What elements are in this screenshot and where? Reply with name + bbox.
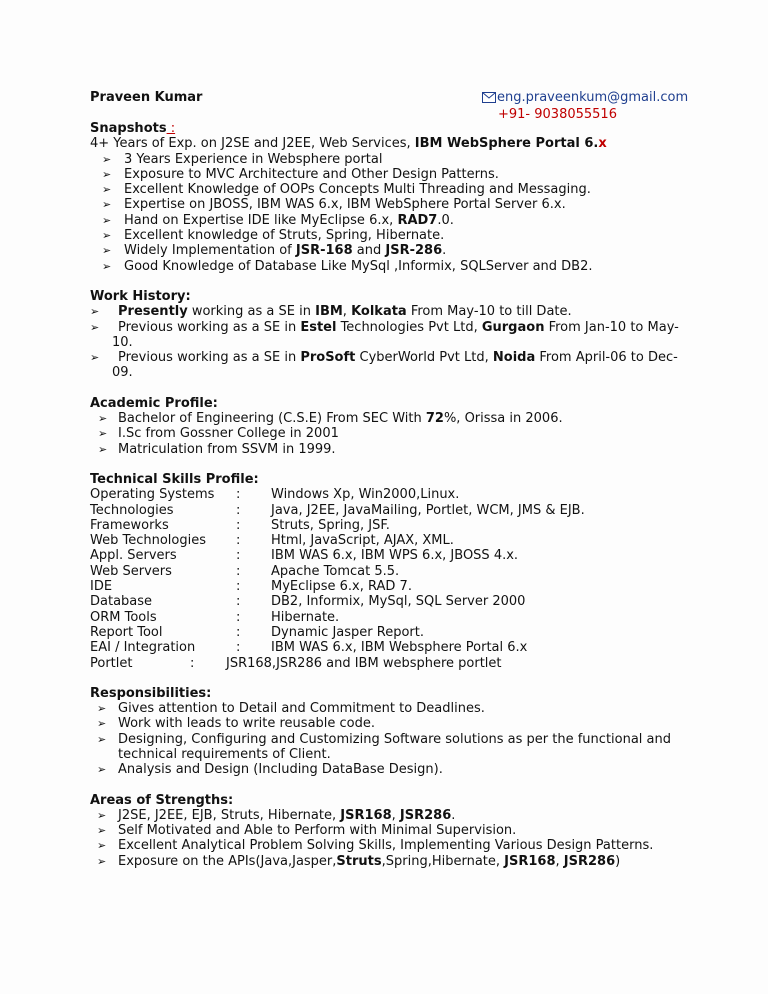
list-item: ➢ Matriculation from SSVM in 1999. bbox=[98, 441, 336, 457]
work-history-list bbox=[90, 304, 690, 380]
list-item: ➢ 3 Years Experience in Websphere portal bbox=[102, 151, 383, 167]
academic-section bbox=[90, 396, 690, 457]
arrow-bullet-icon: ➢ bbox=[97, 824, 107, 838]
list-item: ➢ Previous working as a SE in ProSoft CyberWorld Pvt Ltd, Noida From April-06 to Dec- 09. bbox=[90, 350, 678, 381]
skills-table bbox=[90, 487, 690, 671]
list-item: ➢ Exposure to MVC Architecture and Other Design Patterns. bbox=[102, 166, 499, 182]
skills-row: Technologies : Java, J2EE, JavaMailing, Portlet, WCM, JMS & EJB. bbox=[90, 502, 585, 518]
section-title-work-history: Work History: bbox=[90, 288, 191, 304]
list-item: ➢ Excellent Analytical Problem Solving Skills, Implementing Various Design Patterns. bbox=[97, 838, 654, 854]
list-item: ➢ Designing, Configuring and Customizing Software solutions as per the functional and technical requirements of Client. bbox=[97, 731, 672, 762]
work-history-section bbox=[90, 289, 690, 381]
arrow-bullet-icon: ➢ bbox=[90, 320, 100, 334]
arrow-bullet-icon: ➢ bbox=[102, 167, 112, 181]
arrow-bullet-icon: ➢ bbox=[98, 412, 108, 426]
list-item: ➢ Good Knowledge of Database Like MySql ,Informix, SQLServer and DB2. bbox=[102, 258, 593, 274]
skills-row: Web Technologies : Html, JavaScript, AJAX, XML. bbox=[90, 533, 454, 549]
section-title-academic: Academic Profile: bbox=[90, 395, 218, 411]
list-item: ➢ Excellent Knowledge of OOPs Concepts Multi Threading and Messaging. bbox=[102, 182, 591, 198]
candidate-name: Praveen Kumar bbox=[90, 90, 203, 105]
skills-row: EAI / Integration : IBM WAS 6.x, IBM Websphere Portal 6.x bbox=[90, 640, 528, 656]
list-item: ➢ Gives attention to Detail and Commitment to Deadlines. bbox=[97, 701, 485, 717]
skills-row: Frameworks : Struts, Spring, JSF. bbox=[90, 517, 390, 533]
skills-row: ORM Tools : Hibernate. bbox=[90, 609, 340, 625]
skills-row: Operating Systems : Windows Xp, Win2000,Linux. bbox=[90, 487, 460, 503]
skills-row: Report Tool : Dynamic Jasper Report. bbox=[90, 624, 424, 640]
list-item: ➢ Exposure on the APIs(Java,Jasper,Struts,Spring,Hibernate, JSR168, JSR286) bbox=[97, 853, 621, 869]
arrow-bullet-icon: ➢ bbox=[97, 763, 107, 777]
snapshots-list bbox=[90, 152, 690, 274]
arrow-bullet-icon: ➢ bbox=[97, 702, 107, 716]
skills-row: Appl. Servers : IBM WAS 6.x, IBM WPS 6.x, JBOSS 4.x. bbox=[90, 548, 519, 564]
skills-section bbox=[90, 472, 690, 671]
list-item: ➢ Previous working as a SE in Estel Technologies Pvt Ltd, Gurgaon From Jan-10 to May- 10. bbox=[90, 319, 679, 350]
resume-page bbox=[90, 90, 690, 869]
resume-header bbox=[90, 90, 690, 121]
list-item: ➢ Self Motivated and Able to Perform with Minimal Supervision. bbox=[97, 823, 517, 839]
phone-number: +91- 9038055516 bbox=[498, 107, 617, 123]
snapshots-section bbox=[90, 121, 690, 274]
academic-list bbox=[90, 411, 690, 457]
arrow-bullet-icon: ➢ bbox=[97, 808, 107, 822]
snapshots-intro: 4+ Years of Exp. on J2SE and J2EE, Web Services, IBM WebSphere Portal 6.x bbox=[90, 136, 607, 152]
arrow-bullet-icon: ➢ bbox=[97, 839, 107, 853]
skills-row-portlet: Portlet : JSR168,JSR286 and IBM websphere portlet bbox=[90, 655, 502, 671]
list-item: ➢ J2SE, J2EE, EJB, Struts, Hibernate, JSR168, JSR286. bbox=[97, 807, 456, 823]
strengths-list bbox=[90, 808, 690, 869]
list-item: ➢ Expertise on JBOSS, IBM WAS 6.x, IBM WebSphere Portal Server 6.x. bbox=[102, 197, 566, 213]
arrow-bullet-icon: ➢ bbox=[97, 717, 107, 731]
arrow-bullet-icon: ➢ bbox=[90, 305, 100, 319]
arrow-bullet-icon: ➢ bbox=[97, 854, 107, 868]
list-item: ➢ Widely Implementation of JSR-168 and JSR-286. bbox=[102, 243, 447, 259]
list-item: ➢ Bachelor of Engineering (C.S.E) From SEC With 72%, Orissa in 2006. bbox=[98, 411, 563, 427]
section-title-snapshots: Snapshots : bbox=[90, 121, 176, 136]
arrow-bullet-icon: ➢ bbox=[102, 213, 112, 227]
arrow-bullet-icon: ➢ bbox=[102, 229, 112, 243]
contact-block bbox=[482, 90, 688, 123]
list-item: ➢ Excellent knowledge of Struts, Spring, Hibernate. bbox=[102, 228, 445, 244]
list-item: ➢ Presently working as a SE in IBM, Kolkata From May-10 to till Date. bbox=[90, 304, 572, 320]
list-item: ➢ Hand on Expertise IDE like MyEclipse 6.x, RAD7.0. bbox=[102, 212, 454, 228]
section-title-skills: Technical Skills Profile: bbox=[90, 471, 259, 487]
list-item: ➢ I.Sc from Gossner College in 2001 bbox=[98, 426, 339, 442]
list-item: ➢ Work with leads to write reusable code. bbox=[97, 716, 376, 732]
skills-row: Web Servers : Apache Tomcat 5.5. bbox=[90, 563, 400, 579]
skills-row: Database : DB2, Informix, MySql, SQL Server 2000 bbox=[90, 594, 526, 610]
arrow-bullet-icon: ➢ bbox=[102, 244, 112, 258]
arrow-bullet-icon: ➢ bbox=[102, 183, 112, 197]
arrow-bullet-icon: ➢ bbox=[98, 442, 108, 456]
email-link[interactable]: eng.praveenkum@gmail.com bbox=[497, 90, 689, 105]
arrow-bullet-icon: ➢ bbox=[98, 427, 108, 441]
arrow-bullet-icon: ➢ bbox=[97, 732, 107, 746]
arrow-bullet-icon: ➢ bbox=[90, 351, 100, 365]
section-title-strengths: Areas of Strengths: bbox=[90, 792, 234, 808]
responsibilities-section bbox=[90, 686, 690, 778]
arrow-bullet-icon: ➢ bbox=[102, 152, 112, 166]
envelope-icon bbox=[482, 92, 496, 107]
arrow-bullet-icon: ➢ bbox=[102, 198, 112, 212]
skills-row: IDE : MyEclipse 6.x, RAD 7. bbox=[90, 579, 412, 595]
strengths-section bbox=[90, 793, 690, 869]
list-item: ➢ Analysis and Design (Including DataBase Design). bbox=[97, 762, 443, 778]
arrow-bullet-icon: ➢ bbox=[102, 259, 112, 273]
responsibilities-list bbox=[90, 701, 690, 777]
section-title-responsibilities: Responsibilities: bbox=[90, 685, 212, 701]
